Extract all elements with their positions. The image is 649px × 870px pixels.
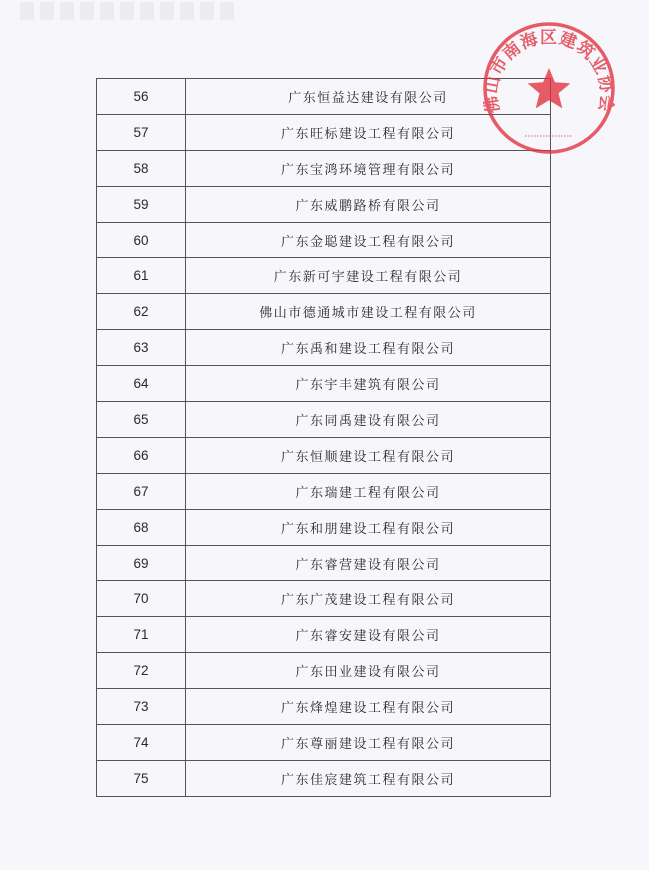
row-number: 71	[97, 617, 186, 653]
table-row	[97, 725, 551, 761]
row-number: 60	[97, 222, 186, 258]
company-name: 广东和朋建设工程有限公司	[186, 509, 551, 545]
row-number: 56	[97, 79, 186, 115]
row-number: 57	[97, 114, 186, 150]
company-name: 广东田业建设有限公司	[186, 653, 551, 689]
row-number: 74	[97, 725, 186, 761]
association-seal	[481, 20, 617, 156]
row-number: 67	[97, 473, 186, 509]
member-table	[96, 78, 551, 797]
company-name: 广东旺标建设工程有限公司	[186, 114, 551, 150]
company-name: 广东禹和建设工程有限公司	[186, 330, 551, 366]
company-name: 广东金聪建设工程有限公司	[186, 222, 551, 258]
company-name: 广东恒顺建设工程有限公司	[186, 437, 551, 473]
table-row	[97, 473, 551, 509]
table-row	[97, 294, 551, 330]
company-name: 广东威鹏路桥有限公司	[186, 186, 551, 222]
row-number: 58	[97, 150, 186, 186]
row-number: 62	[97, 294, 186, 330]
table-row	[97, 760, 551, 796]
row-number: 65	[97, 402, 186, 438]
company-name: 广东广茂建设工程有限公司	[186, 581, 551, 617]
company-name: 广东恒益达建设有限公司	[186, 79, 551, 115]
seal-text: 佛山市南海区建筑业协会	[481, 27, 617, 115]
seal-star-icon	[528, 68, 571, 108]
table-row	[97, 330, 551, 366]
company-name: 广东睿安建设有限公司	[186, 617, 551, 653]
row-number: 64	[97, 366, 186, 402]
table-row	[97, 653, 551, 689]
row-number: 73	[97, 689, 186, 725]
table-row	[97, 437, 551, 473]
company-name: 广东宇丰建筑有限公司	[186, 366, 551, 402]
row-number: 66	[97, 437, 186, 473]
row-number: 59	[97, 186, 186, 222]
table-row	[97, 689, 551, 725]
table-row	[97, 509, 551, 545]
row-number: 69	[97, 545, 186, 581]
company-name: 广东尊丽建设工程有限公司	[186, 725, 551, 761]
table-row	[97, 402, 551, 438]
table-row	[97, 581, 551, 617]
table-row	[97, 186, 551, 222]
row-number: 63	[97, 330, 186, 366]
bleed-through-text	[20, 2, 240, 20]
row-number: 72	[97, 653, 186, 689]
table-row	[97, 366, 551, 402]
row-number: 75	[97, 760, 186, 796]
table-row	[97, 545, 551, 581]
company-name: 佛山市德通城市建设工程有限公司	[186, 294, 551, 330]
company-name: 广东瑞建工程有限公司	[186, 473, 551, 509]
row-number: 61	[97, 258, 186, 294]
row-number: 70	[97, 581, 186, 617]
table-row	[97, 258, 551, 294]
company-name: 广东睿营建设有限公司	[186, 545, 551, 581]
table-row	[97, 617, 551, 653]
company-name: 广东佳宸建筑工程有限公司	[186, 760, 551, 796]
company-name: 广东新可宇建设工程有限公司	[186, 258, 551, 294]
company-name: 广东烽煌建设工程有限公司	[186, 689, 551, 725]
member-table-body	[97, 79, 551, 797]
table-row	[97, 222, 551, 258]
company-name: 广东宝鸿环境管理有限公司	[186, 150, 551, 186]
company-name: 广东同禹建设有限公司	[186, 402, 551, 438]
row-number: 68	[97, 509, 186, 545]
